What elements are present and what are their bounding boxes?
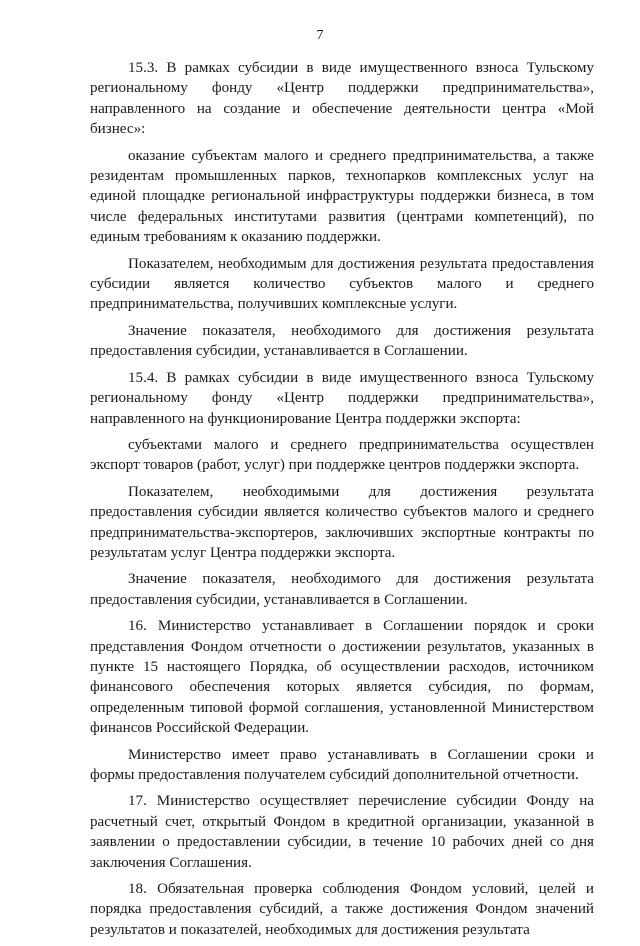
- paragraph-15-4-result: субъектами малого и среднего предпринимательства осуществлен экспорт товаров (работ, услуг) при поддержке центров поддержки экспорта.: [90, 436, 594, 474]
- document-body: [90, 58, 594, 946]
- paragraph-15-3-value: Значение показателя, необходимого для достижения результата предоставления субсидии, устанавливается в Соглашении.: [90, 322, 594, 360]
- page-number: 7: [316, 28, 324, 43]
- paragraph-15-3-result: оказание субъектам малого и среднего предпринимательства, а также резидентам промышленных парков, технопарков комплексных услуг на единой площадке региональной инфраструктуры поддержки бизнеса, в том числе федеральных институтами развития (центрами компетенций), по единым требованиям к оказанию поддержки.: [90, 147, 594, 246]
- paragraph-15-3-indicator: Показателем, необходимым для достижения результата предоставления субсидии является количество субъектов малого и среднего предпринимательства, получивших комплексные услуги.: [90, 255, 594, 313]
- paragraph-16-extra: Министерство имеет право устанавливать в Соглашении сроки и формы предоставления получателем субсидий дополнительной отчетности.: [90, 746, 594, 783]
- paragraph-17: 17. Министерство осуществляет перечисление субсидии Фонду на расчетный счет, открытый Фондом в кредитной организации, указанной в заявлении о предоставлении субсидии, в течение 10 рабочих дней со дня заключения Соглашения.: [90, 793, 594, 871]
- paragraph-15-4-value: Значение показателя, необходимого для достижения результата предоставления субсидии, устанавливается в Соглашении.: [90, 571, 594, 608]
- paragraph-18: 18. Обязательная проверка соблюдения Фондом условий, целей и порядка предоставления субсидий, а также достижения Фондом значений результатов и показателей, необходимых для достижения результата: [90, 881, 594, 938]
- paragraph-16: 16. Министерство устанавливает в Соглашении порядок и сроки представления Фондом отчетности о достижении результатов, указанных в пункте 15 настоящего Порядка, об осуществлении расходов, источником финансового обеспечения которых является субсидия, по формам, определенным типовой формой соглашения, установленной Министерством финансов Российской Федерации.: [90, 618, 594, 737]
- paragraph-15-4: 15.4. В рамках субсидии в виде имущественного взноса Тульскому региональному фонду «Центр поддержки предпринимательства», направленного на функционирование Центра поддержки экспорта:: [90, 369, 594, 427]
- paragraph-15-3: 15.3. В рамках субсидии в виде имущественного взноса Тульскому региональному фонду «Центр поддержки предпринимательства», направленного на создание и обеспечение деятельности центра «Мой бизнес»:: [90, 60, 594, 138]
- paragraph-15-4-indicator: Показателем, необходимыми для достижения результата предоставления субсидии является количество субъектов малого и среднего предпринимательства-экспортеров, заключивших экспортные контракты по результатам услуг Центра поддержки экспорта.: [90, 483, 594, 561]
